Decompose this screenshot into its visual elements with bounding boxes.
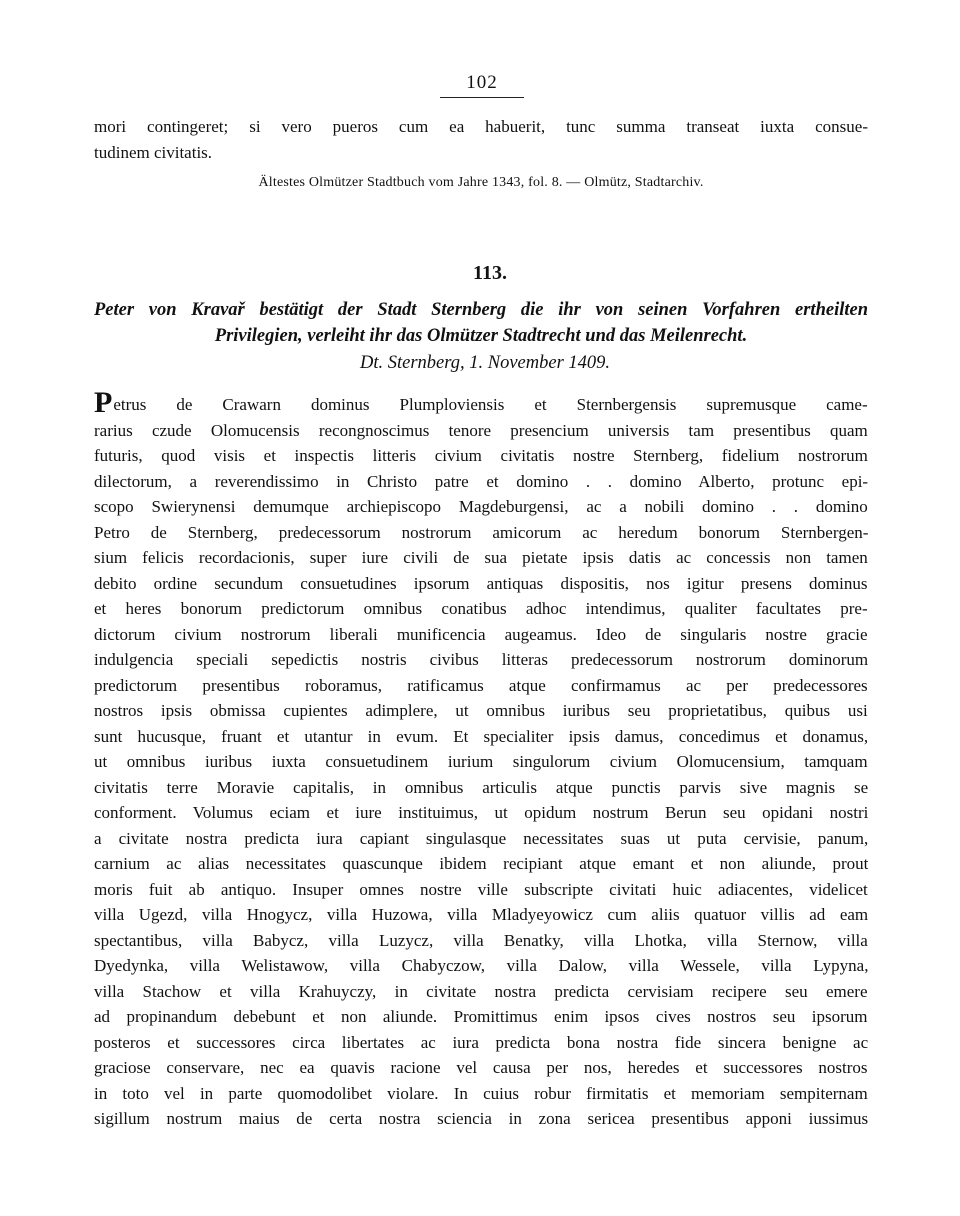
- document-number: 113.: [473, 262, 507, 284]
- text-line: civitatis terre Moravie capitalis, in omnibus articulis atque punctis parvis sive magnis se: [94, 777, 868, 797]
- text-line: villa Ugezd, villa Hnogycz, villa Huzowa, villa Mladyeyowicz cum aliis quatuor villis ad eam: [94, 905, 868, 924]
- first-line-text: etrus de Crawarn dominus Plumploviensis et Sternbergensis supremusque came-: [113, 395, 868, 414]
- document-body: [94, 392, 868, 1132]
- text-line: scopo Swierynensi demumque archiepiscopo Magdeburgensi, ac a nobili domino . . domino: [94, 497, 868, 516]
- text-line: mori contingeret; si vero pueros cum ea habuerit, tunc summa transeat iuxta consue-: [94, 117, 868, 136]
- text-line: rarius czude Olomucensis recongnoscimus tenore presencium universis tam presentibus quam: [94, 420, 868, 440]
- source-note: Ältestes Olmützer Stadtbuch vom Jahre 1343, fol. 8. — Olmütz, Stadtarchiv.: [258, 175, 704, 190]
- text-line: et heres bonorum predictorum omnibus conatibus adhoc intendimus, qualiter facultates pre-: [94, 599, 868, 618]
- text-line: dictorum civium nostrorum liberali munificencia augeamus. Ideo de singularis nostre gracie: [94, 624, 868, 644]
- previous-document-text: [94, 114, 868, 166]
- text-line: predictorum presentibus roboramus, ratificamus atque confirmamus ac per predecessores: [94, 675, 868, 695]
- text-line: sunt hucusque, fruant et utantur in evum. Et specialiter ipsis damus, concedimus et donamus,: [94, 726, 868, 746]
- text-line: futuris, quod visis et inspectis litteris civium civitatis nostre Sternberg, fidelium nostrorum: [94, 446, 868, 465]
- text-line: nostros ipsis obmissa cupientes adimplere, ut omnibus iuribus seu proprietatibus, quibus usi: [94, 701, 868, 720]
- text-line: spectantibus, villa Babycz, villa Luzycz, villa Benatky, villa Lhotka, villa Sternow, villa: [94, 930, 868, 950]
- text-line: sigillum nostrum maius de certa nostra sciencia in zona sericea presentibus apponi iussimus: [94, 1109, 868, 1128]
- initial-letter: P: [94, 392, 113, 418]
- document-regest: [94, 297, 868, 349]
- text-line: in toto vel in parte quomodolibet violare. In cuius robur firmitatis et memoriam sempiternam: [94, 1083, 868, 1103]
- text-line: indulgencia speciali sepedictis nostris civibus litteras predecessorum nostrorum dominorum: [94, 650, 868, 669]
- text-line: villa Stachow et villa Krahuyczy, in civitate nostra predicta cervisiam recipere seu emere: [94, 981, 868, 1001]
- regest-line: Privilegien, verleiht ihr das Olmützer Stadtrecht und das Meilenrecht.: [214, 326, 748, 346]
- text-line: tudinem civitatis.: [94, 143, 213, 162]
- text-line: [94, 392, 868, 418]
- text-line: dilectorum, a reverendissimo in Christo patre et domino . . domino Alberto, protunc epi-: [94, 471, 868, 491]
- text-line: conforment. Volumus eciam et iure instituimus, ut opidum nostrum Berun seu opidani nostri: [94, 803, 868, 822]
- page-number-rule: [440, 97, 524, 98]
- document-dating: Dt. Sternberg, 1. November 1409.: [359, 353, 611, 373]
- text-line: graciose conservare, nec ea quavis racione vel causa per nos, heredes et successores nostros: [94, 1058, 868, 1077]
- text-line: debito ordine secundum consuetudines ipsorum antiquas dispositis, nos igitur presens dominus: [94, 573, 868, 593]
- text-line: Dyedynka, villa Welistawow, villa Chabyczow, villa Dalow, villa Wessele, villa Lypyna,: [94, 956, 868, 975]
- text-line: ut omnibus iuribus iuxta consuetudinem iurium singulorum civium Olomucensium, tamquam: [94, 752, 868, 771]
- text-line: Petro de Sternberg, predecessorum nostrorum amicorum ac heredum bonorum Sternbergen-: [94, 522, 868, 542]
- text-line: sium felicis recordacionis, super iure civili de sua pietate ipsis datis ac concessis non tamen: [94, 548, 868, 567]
- text-line: ad propinandum debebunt et non aliunde. Promittimus enim ipsos cives nostros seu ipsorum: [94, 1007, 868, 1026]
- text-line: posteros et successores circa libertates ac iura predicta bona nostra fide sincera benigne ac: [94, 1032, 868, 1052]
- text-line: moris fuit ab antiquo. Insuper omnes nostre ville subscripte civitati huic adiacentes, videlicet: [94, 879, 868, 899]
- text-line: a civitate nostra predicta iura capiant singulasque necessitates suas ut puta cervisie, panum,: [94, 828, 868, 848]
- page-number: 102: [466, 72, 498, 93]
- regest-line: Peter von Kravař bestätigt der Stadt Sternberg die ihr von seinen Vorfahren ertheilten: [94, 300, 868, 320]
- text-line: carnium ac alias necessitates quascunque ibidem recipiant atque emant et non aliunde, prout: [94, 854, 868, 873]
